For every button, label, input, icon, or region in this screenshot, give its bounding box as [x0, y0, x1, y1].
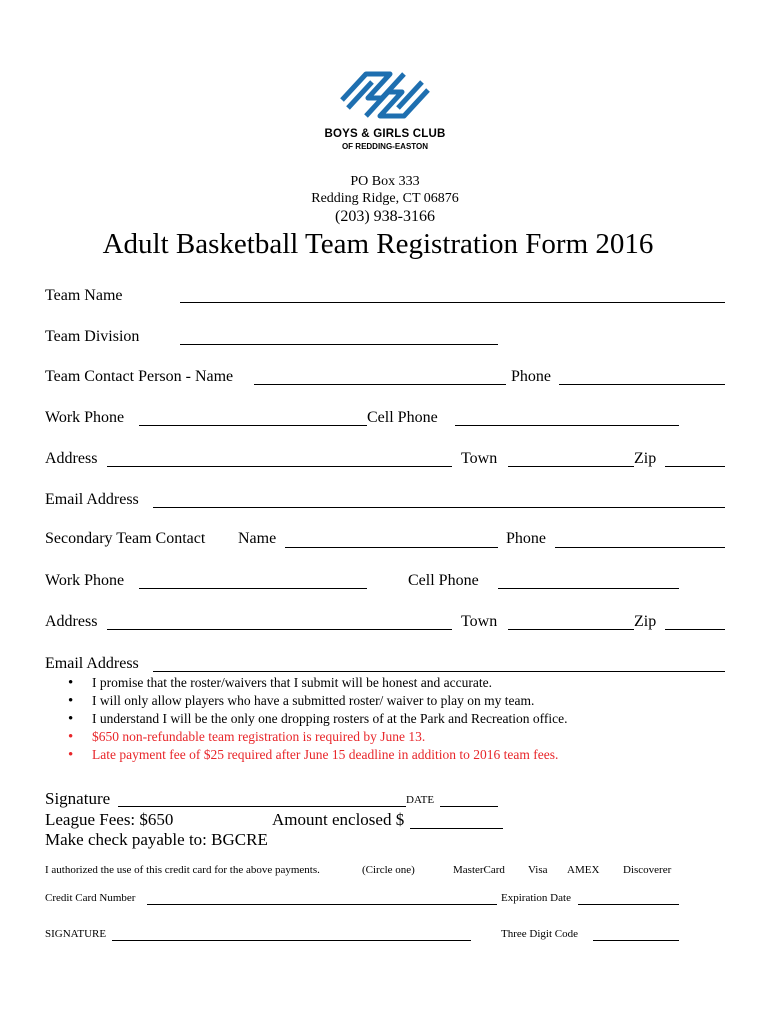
expiration-label: Expiration Date [501, 892, 571, 904]
payable-to: Make check payable to: BGCRE [45, 830, 268, 849]
secondary-town-field[interactable] [508, 628, 634, 630]
card-signature-label: SIGNATURE [45, 928, 107, 940]
town-field[interactable] [508, 465, 634, 467]
list-item [68, 728, 568, 746]
address-field[interactable] [107, 465, 452, 467]
card-discoverer[interactable]: Discoverer [623, 864, 672, 876]
date-field[interactable] [440, 805, 498, 807]
contact-name-label: Team Contact Person - Name [45, 368, 234, 385]
secondary-cell-phone-label: Cell Phone [408, 572, 479, 589]
term-text: I will only allow players who have a submitted roster/ waiver to play on my team. [92, 693, 535, 708]
three-digit-field[interactable] [593, 939, 679, 941]
circle-one-text: (Circle one) [362, 864, 415, 876]
card-signature-field[interactable] [112, 939, 471, 941]
list-item [68, 710, 568, 728]
email-label: Email Address [45, 491, 139, 508]
club-logo-icon [338, 64, 432, 126]
card-amex[interactable]: AMEX [567, 864, 600, 876]
card-number-label: Credit Card Number [45, 892, 136, 904]
card-mastercard[interactable]: MasterCard [453, 864, 505, 876]
expiration-field[interactable] [578, 903, 679, 905]
list-item [68, 692, 568, 710]
secondary-email-label: Email Address [45, 655, 139, 672]
work-phone-label: Work Phone [45, 409, 125, 426]
work-phone-field[interactable] [139, 424, 367, 426]
three-digit-label: Three Digit Code [501, 928, 578, 940]
contact-phone-label: Phone [511, 368, 551, 385]
league-fees: League Fees: $650 [45, 810, 174, 829]
secondary-zip-label: Zip [634, 613, 657, 630]
zip-field[interactable] [665, 465, 725, 467]
page-title: Adult Basketball Team Registration Form 2016 [102, 228, 654, 260]
team-division-label: Team Division [45, 328, 140, 345]
team-name-field[interactable] [180, 301, 725, 303]
secondary-email-field[interactable] [153, 670, 725, 672]
club-subname: OF REDDING-EASTON [341, 142, 429, 151]
date-label: DATE [406, 794, 435, 806]
secondary-cell-phone-field[interactable] [498, 587, 679, 589]
amount-enclosed-label: Amount enclosed $ [272, 810, 405, 829]
term-text: Late payment fee of $25 required after June 15 deadline in addition to 2016 team fees. [92, 747, 559, 762]
address-line2: Redding Ridge, CT 06876 [311, 191, 459, 206]
secondary-phone-label: Phone [506, 530, 546, 547]
address-phone: (203) 938-3166 [335, 208, 435, 225]
card-number-field[interactable] [147, 903, 497, 905]
term-text: I promise that the roster/waivers that I submit will be honest and accurate. [92, 675, 493, 690]
secondary-contact-label: Secondary Team Contact [45, 530, 206, 547]
team-division-field[interactable] [180, 343, 498, 345]
zip-label: Zip [634, 450, 657, 467]
club-name: BOYS & GIRLS CLUB [324, 128, 446, 140]
secondary-name-field[interactable] [285, 546, 498, 548]
authorized-text: I authorized the use of this credit card for the above payments. [45, 864, 320, 876]
signature-field[interactable] [118, 805, 406, 807]
contact-phone-field[interactable] [559, 383, 725, 385]
term-text: $650 non-refundable team registration is required by June 13. [92, 729, 426, 744]
secondary-name-label: Name [238, 530, 277, 547]
address-label: Address [45, 450, 98, 467]
card-visa[interactable]: Visa [528, 864, 548, 876]
town-label: Town [461, 450, 498, 467]
list-item [68, 746, 568, 764]
secondary-work-phone-label: Work Phone [45, 572, 125, 589]
team-name-label: Team Name [45, 287, 123, 304]
secondary-phone-field[interactable] [555, 546, 725, 548]
terms-list [68, 674, 568, 764]
address-line1: PO Box 333 [350, 174, 420, 189]
secondary-zip-field[interactable] [665, 628, 725, 630]
contact-name-field[interactable] [254, 383, 506, 385]
secondary-work-phone-field[interactable] [139, 587, 367, 589]
term-text: I understand I will be the only one dropping rosters of at the Park and Recreation office. [92, 711, 568, 726]
cell-phone-field[interactable] [455, 424, 679, 426]
email-field[interactable] [153, 506, 725, 508]
cell-phone-label: Cell Phone [367, 409, 438, 426]
amount-enclosed-field[interactable] [410, 827, 503, 829]
secondary-town-label: Town [461, 613, 498, 630]
list-item [68, 674, 568, 692]
signature-label: Signature [45, 789, 111, 808]
secondary-address-label: Address [45, 613, 98, 630]
secondary-address-field[interactable] [107, 628, 452, 630]
